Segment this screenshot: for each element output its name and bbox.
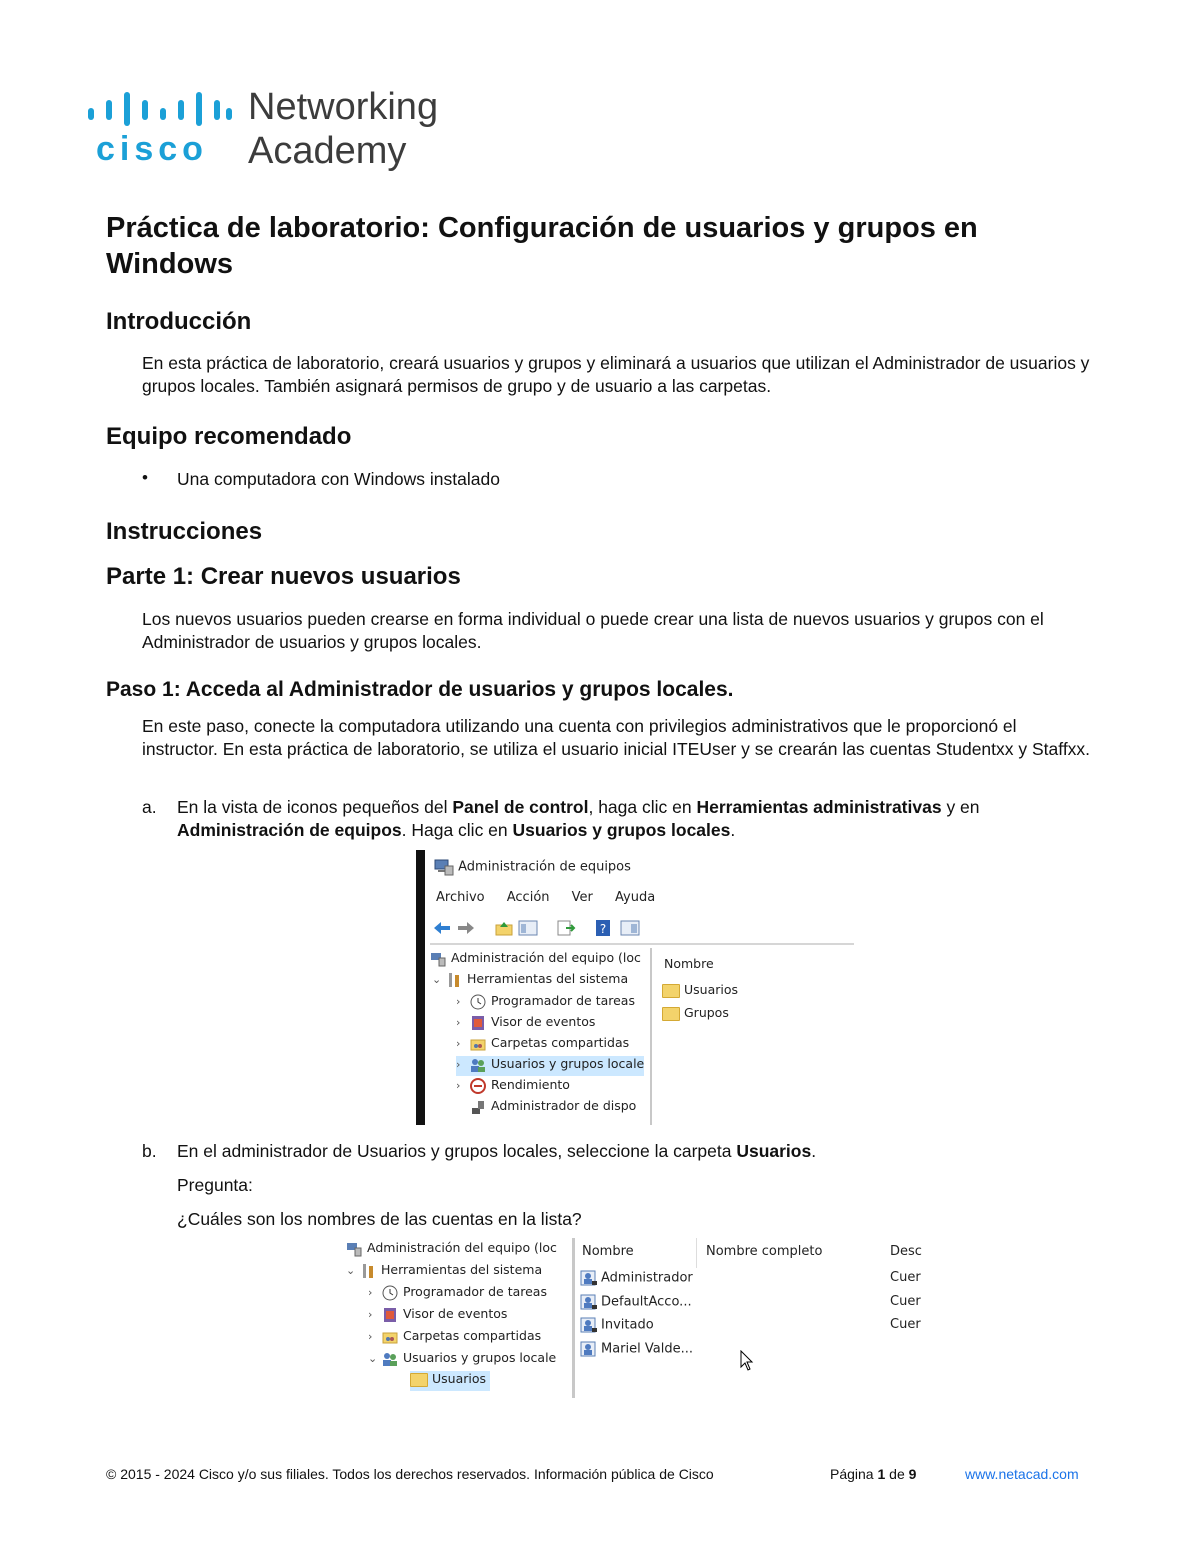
cisco-wordmark: cisco <box>96 130 208 168</box>
chevron-right-icon[interactable]: › <box>456 1037 461 1050</box>
navigation-tree <box>342 1238 575 1398</box>
tree-item-local-users-groups[interactable]: › Usuarios y grupos locale <box>456 1056 644 1076</box>
intro-text: En esta práctica de laboratorio, creará usuarios y grupos y eliminará a usuarios que utilizan el Administrador de usuarios y grupos locales. También asignará permisos de grupo y de usuario a las carpetas. <box>142 353 1090 396</box>
user-icon <box>580 1294 598 1310</box>
user-desc: Cuer <box>890 1317 921 1332</box>
tree-item-system-tools[interactable]: ⌄ Herramientas del sistema <box>432 971 629 986</box>
chevron-right-icon[interactable]: › <box>368 1286 373 1299</box>
navigation-tree <box>428 948 652 1125</box>
shared-folder-icon <box>382 1329 398 1345</box>
performance-icon <box>470 1078 486 1094</box>
chevron-right-icon[interactable]: › <box>456 995 461 1008</box>
help-icon[interactable] <box>594 919 614 937</box>
tree-item-event-viewer[interactable]: › Visor de eventos <box>368 1306 508 1321</box>
menu-accion[interactable]: Acción <box>506 890 550 905</box>
step1-text: En este paso, conecte la computadora utilizando una cuenta con privilegios administrativos que le proporcionó el instructor. En esta práctica de laboratorio, se utiliza el usuario inicial ITEUser y se crearán las cuentas Studentxx y Staffxx. <box>142 716 1091 759</box>
logo-academy: Academy <box>248 130 407 172</box>
user-row-administrador[interactable]: Administrador <box>580 1270 693 1286</box>
chevron-down-icon[interactable]: ⌄ <box>346 1264 356 1277</box>
menu-bar <box>436 890 673 905</box>
part1-text: Los nuevos usuarios pueden crearse en forma individual o puede crear una lista de nuevos usuarios y grupos con el Administrador de usuarios y grupos locales. <box>142 609 1044 652</box>
event-viewer-icon <box>470 1015 486 1031</box>
tools-icon <box>446 972 462 988</box>
footer-page-number: Página 1 de 9 <box>830 1466 917 1482</box>
footer-copyright: © 2015 - 2024 Cisco y/o sus filiales. Todos los derechos reservados. Información pública de Cisco <box>106 1466 714 1482</box>
tree-item-performance[interactable]: › Rendimiento <box>456 1077 570 1092</box>
show-hide-tree-icon[interactable] <box>518 919 538 937</box>
folder-icon <box>662 984 680 998</box>
up-folder-icon[interactable] <box>494 919 514 937</box>
export-list-icon[interactable] <box>556 919 576 937</box>
user-icon <box>580 1270 598 1286</box>
chevron-right-icon[interactable]: › <box>368 1330 373 1343</box>
bullet-icon: • <box>142 468 148 487</box>
cisco-bars-icon <box>86 92 232 130</box>
chevron-down-icon[interactable]: ⌄ <box>368 1352 378 1365</box>
chevron-down-icon[interactable]: ⌄ <box>432 973 442 986</box>
svg-text:?: ? <box>599 922 607 936</box>
tree-item-task-scheduler[interactable]: › Programador de tareas <box>456 993 635 1008</box>
window-title: Administración de equipos <box>458 859 631 875</box>
item-b-letter: b. <box>142 1141 157 1161</box>
users-groups-icon <box>470 1057 486 1073</box>
user-row-invitado[interactable]: Invitado <box>580 1317 654 1333</box>
back-icon[interactable] <box>432 919 452 937</box>
item-b-text: En el administrador de Usuarios y grupos locales, seleccione la carpeta Usuarios. <box>177 1141 817 1161</box>
chevron-right-icon[interactable]: › <box>456 1058 461 1071</box>
clock-icon <box>470 994 486 1010</box>
tree-item-event-viewer[interactable]: › Visor de eventos <box>456 1014 596 1029</box>
page-title: Práctica de laboratorio: Configuración de usuarios y grupos en Windows <box>106 212 978 280</box>
computer-management-icon <box>430 951 446 967</box>
users-groups-icon <box>382 1351 398 1367</box>
chevron-right-icon[interactable]: › <box>368 1308 373 1321</box>
question-label: Pregunta: <box>177 1175 253 1195</box>
computer-management-icon <box>434 858 454 876</box>
tree-item-local-users-groups[interactable]: ⌄ Usuarios y grupos locale <box>368 1350 557 1365</box>
user-row-defaultaccount[interactable]: DefaultAcco... <box>580 1294 692 1310</box>
item-a-letter: a. <box>142 797 157 817</box>
column-separator[interactable] <box>696 1238 697 1268</box>
user-row-mariel[interactable]: Mariel Valde... <box>580 1341 693 1357</box>
device-manager-icon <box>470 1099 486 1115</box>
shared-folder-icon <box>470 1036 486 1052</box>
chevron-right-icon[interactable]: › <box>456 1016 461 1029</box>
column-header-nombre[interactable]: Nombre <box>582 1244 634 1259</box>
equipment-item: Una computadora con Windows instalado <box>177 469 500 489</box>
user-icon <box>580 1341 598 1357</box>
column-header-nombre-completo[interactable]: Nombre completo <box>706 1244 823 1259</box>
toolbar <box>430 913 854 945</box>
window-title-bar <box>434 858 631 878</box>
part1-heading: Parte 1: Crear nuevos usuarios <box>106 563 461 590</box>
tools-icon <box>360 1263 376 1279</box>
local-users-screenshot <box>342 1238 924 1398</box>
logo-networking: Networking <box>248 86 439 128</box>
computer-management-icon <box>346 1241 362 1257</box>
question-text: ¿Cuáles son los nombres de las cuentas en la lista? <box>177 1209 582 1229</box>
folder-icon <box>410 1373 428 1387</box>
user-desc: Cuer <box>890 1294 921 1309</box>
chevron-right-icon[interactable]: › <box>456 1079 461 1092</box>
column-header-desc[interactable]: Desc <box>890 1244 922 1259</box>
instructions-heading: Instrucciones <box>106 518 263 545</box>
forward-icon[interactable] <box>456 919 476 937</box>
menu-ayuda[interactable]: Ayuda <box>615 890 656 905</box>
tree-item-shared-folders[interactable]: › Carpetas compartidas <box>368 1328 542 1343</box>
equipment-heading: Equipo recomendado <box>106 423 352 450</box>
tree-item-system-tools[interactable]: ⌄ Herramientas del sistema <box>346 1262 543 1277</box>
intro-heading: Introducción <box>106 308 252 335</box>
menu-ver[interactable]: Ver <box>571 890 593 905</box>
folder-icon <box>662 1007 680 1021</box>
tree-item-computer-management[interactable]: Administración del equipo (loc <box>346 1240 557 1260</box>
cisco-networking-academy-logo <box>86 86 486 181</box>
tree-item-usuarios[interactable]: Usuarios <box>410 1371 490 1391</box>
menu-archivo[interactable]: Archivo <box>436 890 485 905</box>
item-a-text: En la vista de iconos pequeños del Panel de control, haga clic en Herramientas administrativas y en Administración de equipos. Haga clic en Usuarios y grupos locales. <box>177 797 980 840</box>
list-item-usuarios[interactable]: Usuarios <box>662 982 738 998</box>
event-viewer-icon <box>382 1307 398 1323</box>
tree-item-device-manager[interactable]: Administrador de dispo <box>470 1098 636 1118</box>
mouse-cursor-icon <box>740 1350 754 1372</box>
user-icon <box>580 1317 598 1333</box>
clock-icon <box>382 1285 398 1301</box>
properties-icon[interactable] <box>620 919 640 937</box>
tree-item-task-scheduler[interactable]: › Programador de tareas <box>368 1284 547 1299</box>
tree-item-shared-folders[interactable]: › Carpetas compartidas <box>456 1035 630 1050</box>
step1-heading: Paso 1: Acceda al Administrador de usuarios y grupos locales. <box>106 678 734 701</box>
user-desc: Cuer <box>890 1270 921 1285</box>
column-header-nombre[interactable]: Nombre <box>664 956 714 971</box>
window-edge <box>416 850 425 1125</box>
tree-item-computer-management[interactable]: Administración del equipo (loc <box>430 950 641 970</box>
list-item-grupos[interactable]: Grupos <box>662 1005 729 1021</box>
footer-link-netacad[interactable]: www.netacad.com <box>965 1466 1079 1482</box>
details-pane <box>654 948 854 1125</box>
computer-management-screenshot <box>416 850 854 1125</box>
